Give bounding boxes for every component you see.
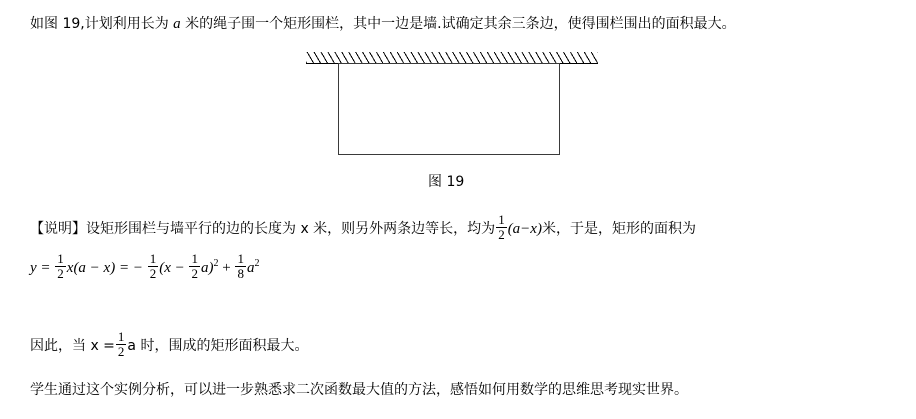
fraction-one-half-inline [496,213,507,241]
fraction-denominator: 2 [191,265,198,281]
conclusion-paragraph [30,330,308,358]
fraction-denominator: 2 [149,265,157,281]
explanation-paragraph [30,213,696,241]
closing-paragraph: 学生通过这个实例分析，可以进一步熟悉求二次函数最大值的方法，感悟如何用数学的思维思考现实世界。 [30,382,688,398]
variable-a: a [173,16,181,32]
fence-rectangle [338,63,560,155]
fraction-numerator: 1 [191,251,198,266]
conclusion-suffix: a 时，围成的矩形面积最大。 [127,337,309,354]
fraction-one-half-term1 [55,252,66,280]
formula-term3-exponent: 2 [213,257,219,269]
problem-text-after: 米的绳子围一个矩形围栏，其中一边是墙.试确定其余三条边，使得围栏围出的面积最大。 [180,16,736,32]
formula-term4-rest: a [246,259,255,276]
fraction-numerator: 1 [57,251,64,266]
formula-plus-sign: + [222,259,231,276]
formula-term1-rest: x(a − x) = − [66,259,143,276]
fraction-numerator: 1 [237,251,244,266]
explanation-part1: 设矩形围栏与墙平行的边的长度为 x 米，则另外两条边等长，均为 [86,220,496,237]
formula-term3-rest: a) [200,259,214,276]
wall-hatching-icon [306,52,598,63]
fraction-denominator: 2 [57,265,64,281]
figure-caption: 图 19 [428,174,465,190]
problem-statement [30,14,736,35]
area-formula [30,252,259,280]
fraction-one-half-term2 [148,252,159,280]
conclusion-prefix: 因此，当 x = [30,337,115,354]
problem-text-before: 如图 19,计划利用长为 [30,16,174,32]
formula-lhs: y = [30,259,51,276]
fraction-one-eighth [235,252,246,280]
explanation-label: 【说明】 [30,220,86,237]
fraction-one-half-conclusion [116,330,127,358]
fraction-denominator: 8 [237,265,244,281]
figure-rectangle-fence [300,48,600,163]
fraction-numerator: 1 [498,212,505,227]
fraction-denominator: 2 [498,226,505,242]
explanation-part2: (a−x) [507,220,542,237]
formula-term2-open: (x − [159,259,185,276]
fraction-denominator: 2 [117,343,125,359]
fraction-one-half-term3 [189,252,200,280]
formula-term4-exponent: 2 [254,257,260,269]
fraction-numerator: 1 [117,329,125,344]
explanation-part3: 米，于是，矩形的面积为 [541,220,696,237]
fraction-numerator: 1 [149,251,157,266]
